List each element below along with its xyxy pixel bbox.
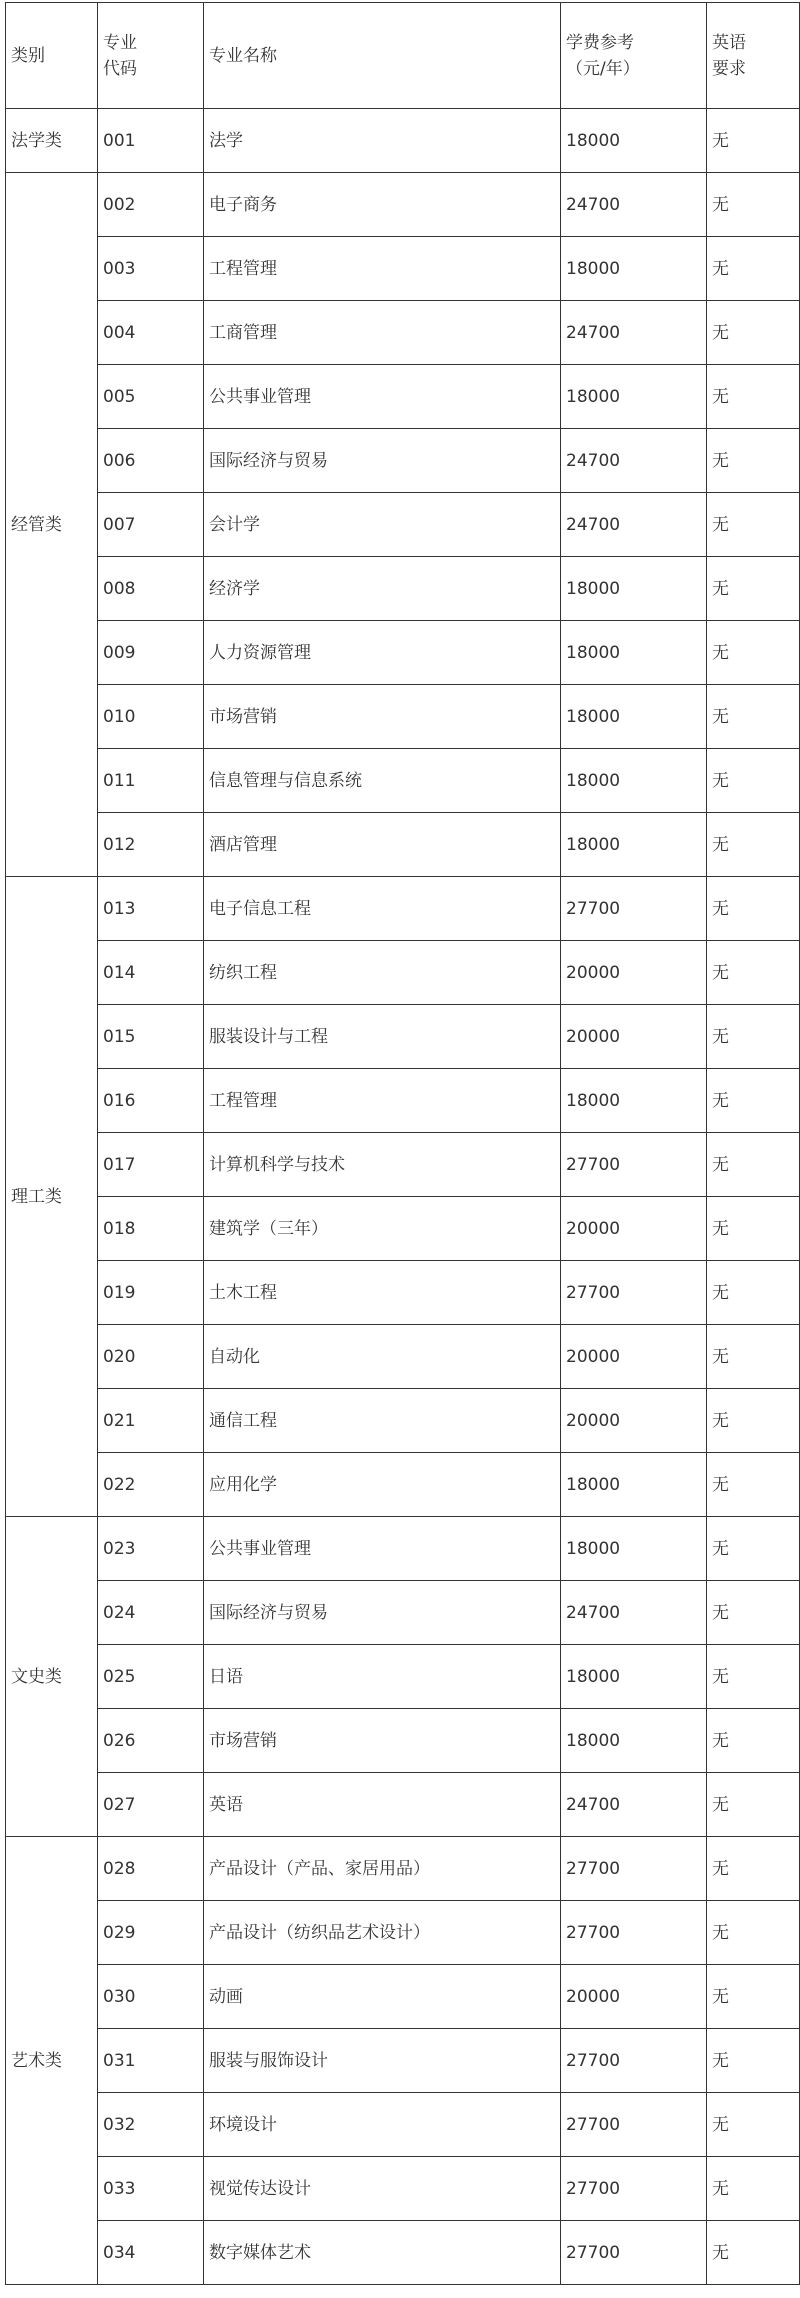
major-name-cell: 会计学 (204, 493, 561, 557)
major-name-cell: 公共事业管理 (204, 1517, 561, 1581)
header-english-line1: 英语 (712, 32, 746, 53)
english-requirement-cell: 无 (707, 1005, 800, 1069)
header-row (6, 3, 800, 109)
code-cell: 031 (98, 2029, 204, 2093)
code-cell: 024 (98, 1581, 204, 1645)
english-requirement-cell: 无 (707, 2093, 800, 2157)
header-code (98, 3, 204, 109)
fee-cell: 18000 (561, 1645, 707, 1709)
table-row (6, 1453, 800, 1517)
fee-cell: 18000 (561, 557, 707, 621)
english-requirement-cell: 无 (707, 493, 800, 557)
major-name-cell: 公共事业管理 (204, 365, 561, 429)
english-requirement-cell: 无 (707, 1901, 800, 1965)
major-name-cell: 产品设计（产品、家居用品） (204, 1837, 561, 1901)
code-cell: 013 (98, 877, 204, 941)
code-cell: 020 (98, 1325, 204, 1389)
fee-cell: 18000 (561, 1069, 707, 1133)
major-name-cell: 国际经济与贸易 (204, 429, 561, 493)
fee-cell: 20000 (561, 1389, 707, 1453)
table-row (6, 557, 800, 621)
header-fee-line1: 学费参考 (566, 32, 634, 53)
major-name-cell: 服装设计与工程 (204, 1005, 561, 1069)
major-name-cell: 计算机科学与技术 (204, 1133, 561, 1197)
major-name-cell: 纺织工程 (204, 941, 561, 1005)
major-name-cell: 动画 (204, 1965, 561, 2029)
english-requirement-cell: 无 (707, 621, 800, 685)
major-name-cell: 英语 (204, 1773, 561, 1837)
majors-table (5, 2, 800, 2285)
table-row (6, 2093, 800, 2157)
code-cell: 011 (98, 749, 204, 813)
header-code-line1: 专业 (103, 32, 137, 53)
category-cell: 文史类 (6, 1517, 98, 1837)
table-row (6, 1389, 800, 1453)
english-requirement-cell: 无 (707, 877, 800, 941)
table-row (6, 1261, 800, 1325)
fee-cell: 18000 (561, 1517, 707, 1581)
major-name-cell: 工程管理 (204, 237, 561, 301)
english-requirement-cell: 无 (707, 1837, 800, 1901)
fee-cell: 20000 (561, 1005, 707, 1069)
header-name: 专业名称 (204, 3, 561, 109)
table-row (6, 1965, 800, 2029)
fee-cell: 27700 (561, 1901, 707, 1965)
major-name-cell: 日语 (204, 1645, 561, 1709)
fee-cell: 24700 (561, 173, 707, 237)
header-category: 类别 (6, 3, 98, 109)
fee-cell: 24700 (561, 1773, 707, 1837)
code-cell: 029 (98, 1901, 204, 1965)
english-requirement-cell: 无 (707, 301, 800, 365)
english-requirement-cell: 无 (707, 1709, 800, 1773)
code-cell: 033 (98, 2157, 204, 2221)
table-row (6, 365, 800, 429)
majors-table-container (5, 2, 799, 2285)
code-cell: 027 (98, 1773, 204, 1837)
fee-cell: 24700 (561, 429, 707, 493)
english-requirement-cell: 无 (707, 1325, 800, 1389)
table-row (6, 685, 800, 749)
major-name-cell: 自动化 (204, 1325, 561, 1389)
major-name-cell: 建筑学（三年） (204, 1197, 561, 1261)
major-name-cell: 产品设计（纺织品艺术设计） (204, 1901, 561, 1965)
table-row (6, 1837, 800, 1901)
fee-cell: 18000 (561, 621, 707, 685)
english-requirement-cell: 无 (707, 1389, 800, 1453)
table-row (6, 2029, 800, 2093)
table-row (6, 749, 800, 813)
major-name-cell: 信息管理与信息系统 (204, 749, 561, 813)
table-row (6, 109, 800, 173)
major-name-cell: 市场营销 (204, 685, 561, 749)
header-english (707, 3, 800, 109)
english-requirement-cell: 无 (707, 685, 800, 749)
table-row (6, 429, 800, 493)
english-requirement-cell: 无 (707, 429, 800, 493)
fee-cell: 18000 (561, 685, 707, 749)
english-requirement-cell: 无 (707, 1581, 800, 1645)
english-requirement-cell: 无 (707, 365, 800, 429)
major-name-cell: 工程管理 (204, 1069, 561, 1133)
english-requirement-cell: 无 (707, 1773, 800, 1837)
table-row (6, 1709, 800, 1773)
code-cell: 021 (98, 1389, 204, 1453)
english-requirement-cell: 无 (707, 109, 800, 173)
major-name-cell: 通信工程 (204, 1389, 561, 1453)
code-cell: 010 (98, 685, 204, 749)
table-row (6, 1581, 800, 1645)
table-row (6, 1325, 800, 1389)
code-cell: 008 (98, 557, 204, 621)
fee-cell: 18000 (561, 1709, 707, 1773)
english-requirement-cell: 无 (707, 1069, 800, 1133)
major-name-cell: 电子信息工程 (204, 877, 561, 941)
english-requirement-cell: 无 (707, 2157, 800, 2221)
table-row (6, 1005, 800, 1069)
table-row (6, 1133, 800, 1197)
english-requirement-cell: 无 (707, 2029, 800, 2093)
fee-cell: 18000 (561, 813, 707, 877)
english-requirement-cell: 无 (707, 813, 800, 877)
english-requirement-cell: 无 (707, 1453, 800, 1517)
fee-cell: 27700 (561, 2093, 707, 2157)
major-name-cell: 环境设计 (204, 2093, 561, 2157)
category-cell: 经管类 (6, 173, 98, 877)
fee-cell: 27700 (561, 1837, 707, 1901)
english-requirement-cell: 无 (707, 237, 800, 301)
table-row (6, 301, 800, 365)
table-row (6, 1069, 800, 1133)
table-header (6, 3, 800, 109)
fee-cell: 18000 (561, 109, 707, 173)
major-name-cell: 视觉传达设计 (204, 2157, 561, 2221)
code-cell: 012 (98, 813, 204, 877)
fee-cell: 18000 (561, 365, 707, 429)
fee-cell: 20000 (561, 941, 707, 1005)
code-cell: 017 (98, 1133, 204, 1197)
table-row (6, 621, 800, 685)
english-requirement-cell: 无 (707, 1517, 800, 1581)
english-requirement-cell: 无 (707, 941, 800, 1005)
english-requirement-cell: 无 (707, 1261, 800, 1325)
code-cell: 026 (98, 1709, 204, 1773)
english-requirement-cell: 无 (707, 1965, 800, 2029)
code-cell: 007 (98, 493, 204, 557)
english-requirement-cell: 无 (707, 173, 800, 237)
code-cell: 005 (98, 365, 204, 429)
category-cell: 法学类 (6, 109, 98, 173)
category-cell: 理工类 (6, 877, 98, 1517)
code-cell: 030 (98, 1965, 204, 2029)
english-requirement-cell: 无 (707, 1133, 800, 1197)
major-name-cell: 国际经济与贸易 (204, 1581, 561, 1645)
fee-cell: 24700 (561, 1581, 707, 1645)
header-english-line2: 要求 (712, 58, 746, 79)
table-row (6, 877, 800, 941)
english-requirement-cell: 无 (707, 1645, 800, 1709)
fee-cell: 18000 (561, 1453, 707, 1517)
table-row (6, 813, 800, 877)
table-row (6, 2157, 800, 2221)
table-row (6, 941, 800, 1005)
table-row (6, 1773, 800, 1837)
header-code-line2: 代码 (103, 58, 137, 79)
code-cell: 032 (98, 2093, 204, 2157)
code-cell: 022 (98, 1453, 204, 1517)
fee-cell: 27700 (561, 2221, 707, 2285)
code-cell: 002 (98, 173, 204, 237)
fee-cell: 27700 (561, 877, 707, 941)
major-name-cell: 服装与服饰设计 (204, 2029, 561, 2093)
english-requirement-cell: 无 (707, 557, 800, 621)
major-name-cell: 法学 (204, 109, 561, 173)
table-row (6, 173, 800, 237)
code-cell: 009 (98, 621, 204, 685)
major-name-cell: 应用化学 (204, 1453, 561, 1517)
fee-cell: 18000 (561, 749, 707, 813)
english-requirement-cell: 无 (707, 1197, 800, 1261)
table-row (6, 1645, 800, 1709)
fee-cell: 24700 (561, 301, 707, 365)
code-cell: 004 (98, 301, 204, 365)
fee-cell: 20000 (561, 1965, 707, 2029)
fee-cell: 20000 (561, 1325, 707, 1389)
code-cell: 006 (98, 429, 204, 493)
table-row (6, 1901, 800, 1965)
fee-cell: 27700 (561, 1133, 707, 1197)
major-name-cell: 市场营销 (204, 1709, 561, 1773)
code-cell: 001 (98, 109, 204, 173)
header-fee-line2: （元/年） (566, 58, 640, 79)
major-name-cell: 工商管理 (204, 301, 561, 365)
fee-cell: 18000 (561, 237, 707, 301)
major-name-cell: 人力资源管理 (204, 621, 561, 685)
code-cell: 019 (98, 1261, 204, 1325)
code-cell: 015 (98, 1005, 204, 1069)
english-requirement-cell: 无 (707, 2221, 800, 2285)
table-row (6, 2221, 800, 2285)
fee-cell: 20000 (561, 1197, 707, 1261)
code-cell: 014 (98, 941, 204, 1005)
header-fee (561, 3, 707, 109)
major-name-cell: 数字媒体艺术 (204, 2221, 561, 2285)
code-cell: 023 (98, 1517, 204, 1581)
table-row (6, 1517, 800, 1581)
table-row (6, 493, 800, 557)
major-name-cell: 经济学 (204, 557, 561, 621)
table-body (6, 109, 800, 2285)
code-cell: 028 (98, 1837, 204, 1901)
fee-cell: 27700 (561, 1261, 707, 1325)
fee-cell: 27700 (561, 2029, 707, 2093)
table-row (6, 1197, 800, 1261)
category-cell: 艺术类 (6, 1837, 98, 2285)
code-cell: 016 (98, 1069, 204, 1133)
major-name-cell: 土木工程 (204, 1261, 561, 1325)
code-cell: 025 (98, 1645, 204, 1709)
code-cell: 034 (98, 2221, 204, 2285)
major-name-cell: 酒店管理 (204, 813, 561, 877)
code-cell: 003 (98, 237, 204, 301)
table-row (6, 237, 800, 301)
english-requirement-cell: 无 (707, 749, 800, 813)
fee-cell: 24700 (561, 493, 707, 557)
code-cell: 018 (98, 1197, 204, 1261)
fee-cell: 27700 (561, 2157, 707, 2221)
major-name-cell: 电子商务 (204, 173, 561, 237)
